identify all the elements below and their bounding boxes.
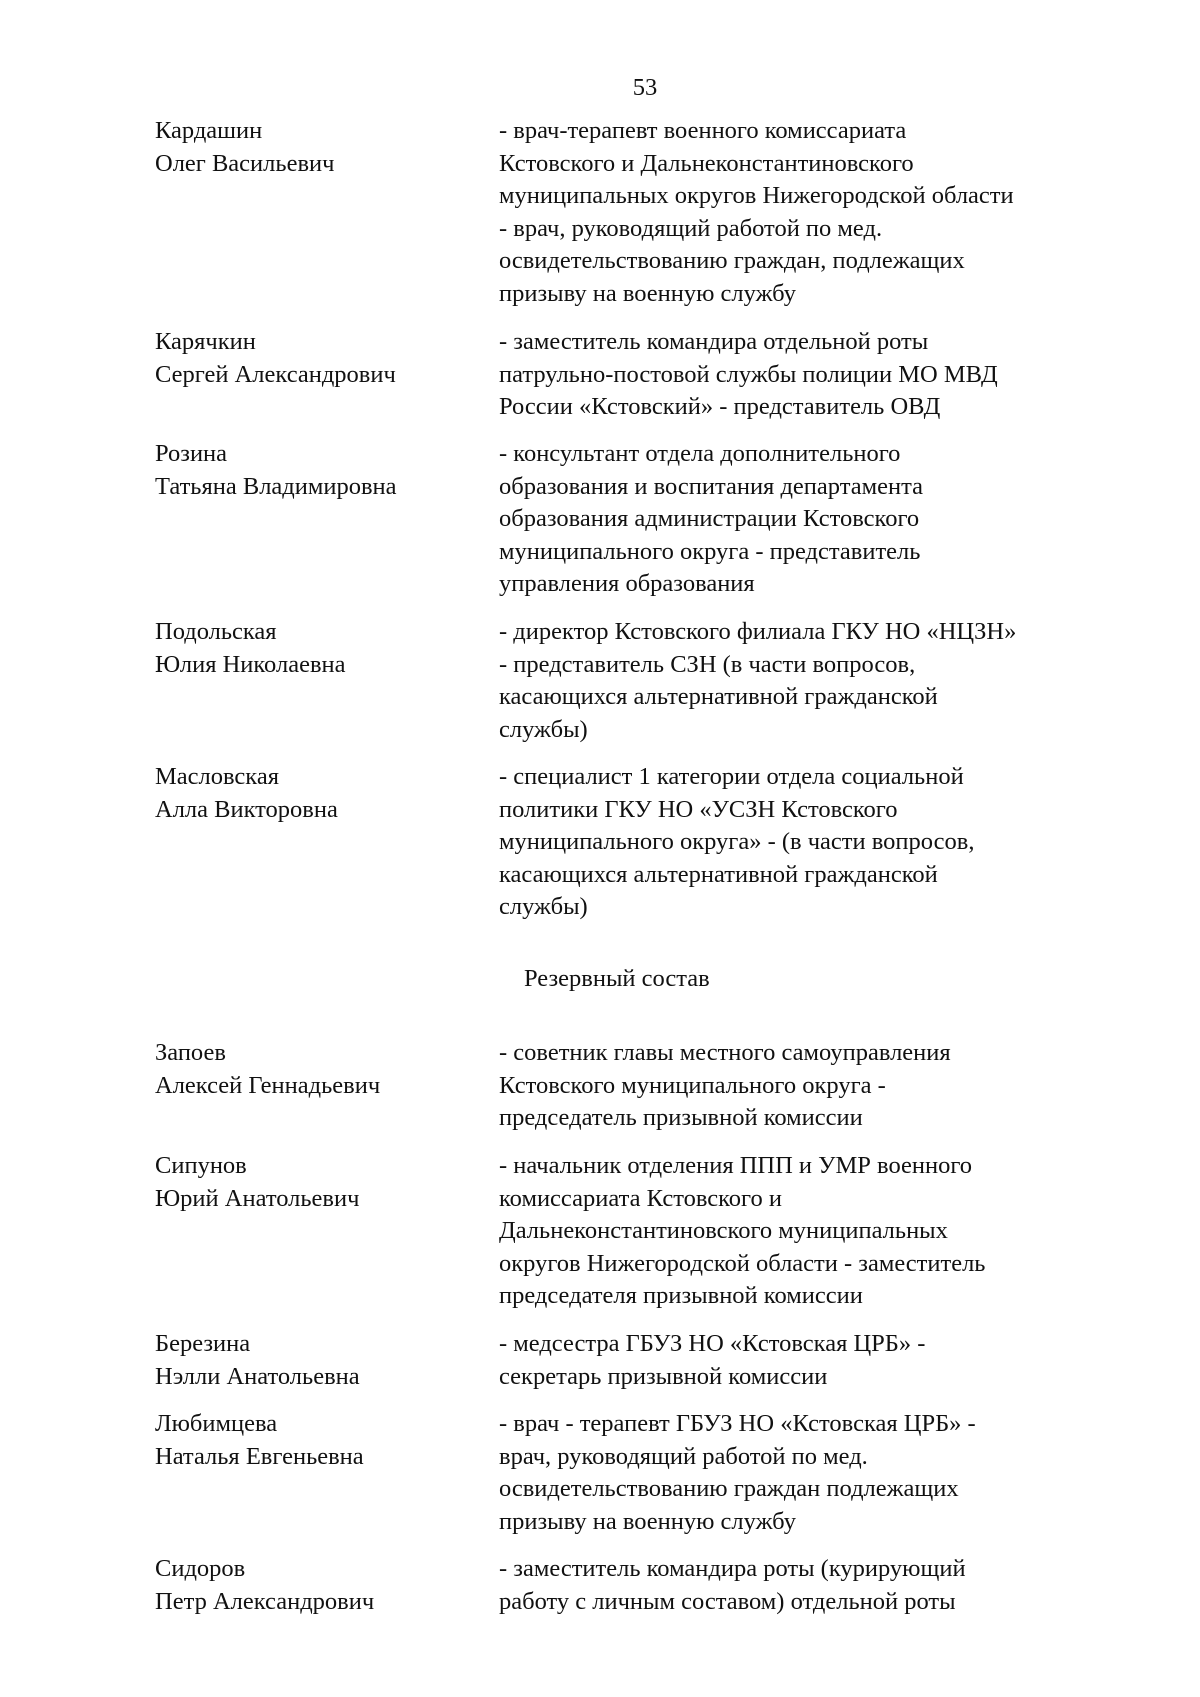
member-given-names: Татьяна Владимировна	[155, 472, 397, 500]
member-surname: Сипунов	[155, 1152, 247, 1179]
member-name	[155, 438, 485, 503]
member-name	[155, 115, 485, 180]
member-position	[499, 1408, 1108, 1538]
position-line: - заместитель командира отдельной роты	[499, 328, 929, 355]
position-line: округов Нижегородской области - заместитель	[499, 1249, 986, 1277]
member-surname: Масловская	[155, 763, 279, 790]
position-line: - советник главы местного самоуправления	[499, 1039, 951, 1066]
position-line: председатель призывной комиссии	[499, 1104, 863, 1131]
position-line: России «Кстовский» - представитель ОВД	[499, 393, 941, 420]
position-line: - врач - терапевт ГБУЗ НО «Кстовская ЦРБ» -	[499, 1410, 976, 1437]
member-given-names: Юрий Анатольевич	[155, 1184, 360, 1212]
member-given-names: Петр Александрович	[155, 1587, 375, 1615]
position-line: касающихся альтернативной гражданской	[499, 860, 938, 888]
position-line: муниципальных округов Нижегородской области	[499, 182, 1014, 209]
position-line: образования администрации Кстовского	[499, 505, 920, 532]
position-line: муниципального округа» - (в части вопросов,	[499, 828, 975, 855]
member-name	[155, 1150, 485, 1215]
position-line: освидетельствованию граждан подлежащих	[499, 1475, 959, 1502]
position-line: комиссариата Кстовского и	[499, 1184, 782, 1212]
position-line: - заместитель командира роты (курирующий	[499, 1555, 966, 1582]
position-line: - медсестра ГБУЗ НО «Кстовская ЦРБ» -	[499, 1330, 926, 1357]
position-line: политики ГКУ НО «УСЗН Кстовского	[499, 795, 898, 823]
position-line: освидетельствованию граждан, подлежащих	[499, 247, 965, 274]
member-surname: Подольская	[155, 618, 277, 645]
position-line: призыву на военную службу	[499, 279, 796, 307]
member-name	[155, 1037, 485, 1102]
page-number: 53	[632, 74, 658, 101]
member-given-names: Нэлли Анатольевна	[155, 1362, 360, 1390]
member-surname: Запоев	[155, 1039, 226, 1066]
member-surname: Любимцева	[155, 1410, 278, 1437]
position-line: - консультант отдела дополнительного	[499, 440, 901, 467]
position-line: - начальник отделения ППП и УМР военного	[499, 1152, 973, 1179]
member-given-names: Алексей Геннадьевич	[155, 1071, 381, 1099]
member-surname: Сидоров	[155, 1555, 246, 1582]
member-given-names: Наталья Евгеньевна	[155, 1442, 364, 1470]
position-line: Кстовского муниципального округа -	[499, 1071, 886, 1099]
member-position	[499, 326, 1108, 424]
position-line: секретарь призывной комиссии	[499, 1362, 828, 1390]
member-position	[499, 616, 1108, 746]
position-line: патрульно-постовой службы полиции МО МВД	[499, 360, 998, 388]
position-line: - врач-терапевт военного комиссариата	[499, 117, 907, 144]
position-line: управления образования	[499, 570, 755, 597]
member-surname: Кардашин	[155, 117, 263, 144]
position-line: службы)	[499, 715, 588, 743]
member-surname: Розина	[155, 440, 228, 467]
reserve-section-title: Резервный состав	[524, 965, 710, 992]
member-name	[155, 1553, 485, 1618]
position-line: службы)	[499, 893, 588, 920]
position-line: касающихся альтернативной гражданской	[499, 683, 938, 710]
position-line: образования и воспитания департамента	[499, 472, 923, 500]
member-given-names: Сергей Александрович	[155, 360, 396, 388]
member-surname: Карячкин	[155, 328, 256, 355]
member-position	[499, 1553, 1108, 1618]
position-line: призыву на военную службу	[499, 1507, 796, 1535]
position-line: председателя призывной комиссии	[499, 1282, 863, 1309]
member-position	[499, 1328, 1108, 1393]
position-line: Дальнеконстантиновского муниципальных	[499, 1217, 948, 1244]
member-given-names: Олег Васильевич	[155, 149, 335, 177]
member-name	[155, 761, 485, 826]
member-position	[499, 1150, 1108, 1313]
member-name	[155, 1328, 485, 1393]
member-given-names: Алла Викторовна	[155, 795, 338, 823]
position-line: врач, руководящий работой по мед.	[499, 1442, 868, 1470]
member-position	[499, 438, 1108, 601]
position-line: муниципального округа - представитель	[499, 537, 921, 565]
member-position	[499, 761, 1108, 924]
member-position	[499, 1037, 1108, 1135]
member-name	[155, 616, 485, 681]
member-surname: Березина	[155, 1330, 251, 1357]
position-line: - директор Кстовского филиала ГКУ НО «НЦЗН»	[499, 618, 1017, 645]
position-line: - представитель СЗН (в части вопросов,	[499, 650, 916, 678]
position-line: - специалист 1 категории отдела социальной	[499, 763, 964, 790]
position-line: Кстовского и Дальнеконстантиновского	[499, 149, 914, 177]
position-line: работу с личным составом) отдельной роты	[499, 1587, 956, 1615]
member-name	[155, 326, 485, 391]
member-given-names: Юлия Николаевна	[155, 650, 346, 678]
member-position	[499, 115, 1108, 310]
position-line: - врач, руководящий работой по мед.	[499, 214, 883, 242]
member-name	[155, 1408, 485, 1473]
